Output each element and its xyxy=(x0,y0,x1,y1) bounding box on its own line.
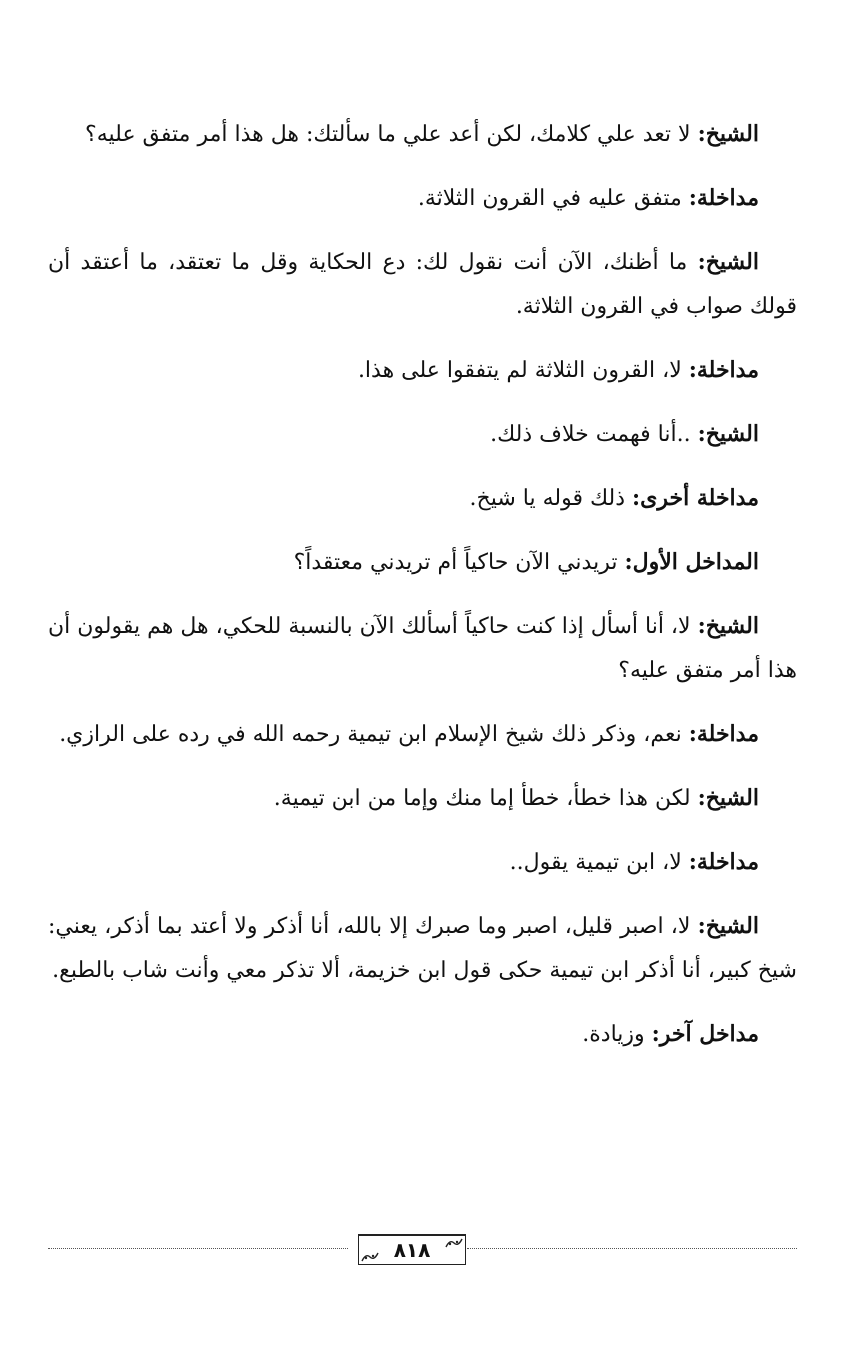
dialogue-content xyxy=(48,112,797,1076)
speaker-label: الشيخ: xyxy=(697,913,759,939)
paragraph-9 xyxy=(48,712,797,757)
speaker-label: مداخلة: xyxy=(688,721,759,747)
speech-text: لا، اصبر قليل، اصبر وما صبرك إلا بالله، أنا أذكر ولا أعتد بما أذكر، يعني: شيخ كبير، أنا أذكر ابن تيمية حكى قول ابن خزيمة، ألا تذكر معي وأنت شاب بالطبع. xyxy=(48,914,797,983)
speaker-label: مداخلة: xyxy=(688,185,759,211)
paragraph-1 xyxy=(48,112,797,157)
speech-text: لا تعد علي كلامك، لكن أعد علي ما سألتك: هل هذا أمر متفق عليه؟ xyxy=(85,122,698,147)
corner-ornament-icon xyxy=(361,1252,379,1262)
paragraph-8 xyxy=(48,604,797,693)
paragraph-3 xyxy=(48,240,797,329)
paragraph-5 xyxy=(48,412,797,457)
speaker-label: المداخل الأول: xyxy=(624,549,759,575)
speech-text: لا، أنا أسأل إذا كنت حاكياً أسألك الآن بالنسبة للحكي، هل هم يقولون أن هذا أمر متفق عليه؟ xyxy=(48,614,797,683)
speech-text: ما أظنك، الآن أنت نقول لك: دع الحكاية وقل ما تعتقد، ما أعتقد أن قولك صواب في القرون الثلاثة. xyxy=(48,250,797,319)
speech-text: لا، القرون الثلاثة لم يتفقوا على هذا. xyxy=(357,358,689,383)
paragraph-4 xyxy=(48,348,797,393)
speech-text: ..أنا فهمت خلاف ذلك. xyxy=(490,422,698,447)
footer-rule-left xyxy=(48,1248,348,1249)
footer-rule-right xyxy=(467,1248,797,1249)
paragraph-12 xyxy=(48,904,797,993)
speaker-label: الشيخ: xyxy=(697,421,759,447)
paragraph-6 xyxy=(48,476,797,521)
page-number-frame xyxy=(358,1234,466,1265)
paragraph-2 xyxy=(48,176,797,221)
speech-text: لكن هذا خطأ، خطأ إما منك وإما من ابن تيمية. xyxy=(273,786,698,811)
speaker-label: الشيخ: xyxy=(697,785,759,811)
speaker-label: الشيخ: xyxy=(697,613,759,639)
speech-text: متفق عليه في القرون الثلاثة. xyxy=(417,186,689,211)
speaker-label: مداخلة: xyxy=(688,849,759,875)
speaker-label: الشيخ: xyxy=(697,121,759,147)
paragraph-7 xyxy=(48,540,797,585)
paragraph-11 xyxy=(48,840,797,885)
speaker-label: مداخل آخر: xyxy=(651,1021,759,1047)
corner-ornament-icon xyxy=(445,1238,463,1248)
speech-text: نعم، وذكر ذلك شيخ الإسلام ابن تيمية رحمه الله في رده على الرازي. xyxy=(59,722,689,747)
speaker-label: مداخلة أخرى: xyxy=(632,485,759,511)
speaker-label: مداخلة: xyxy=(688,357,759,383)
paragraph-13 xyxy=(48,1012,797,1057)
page-number: ٨١٨ xyxy=(393,1238,431,1262)
page-footer xyxy=(48,1234,797,1274)
speaker-label: الشيخ: xyxy=(697,249,759,275)
paragraph-10 xyxy=(48,776,797,821)
speech-text: وزيادة. xyxy=(582,1022,652,1047)
speech-text: لا، ابن تيمية يقول.. xyxy=(509,850,689,875)
speech-text: تريدني الآن حاكياً أم تريدني معتقداً؟ xyxy=(293,550,625,575)
speech-text: ذلك قوله يا شيخ. xyxy=(469,486,633,511)
